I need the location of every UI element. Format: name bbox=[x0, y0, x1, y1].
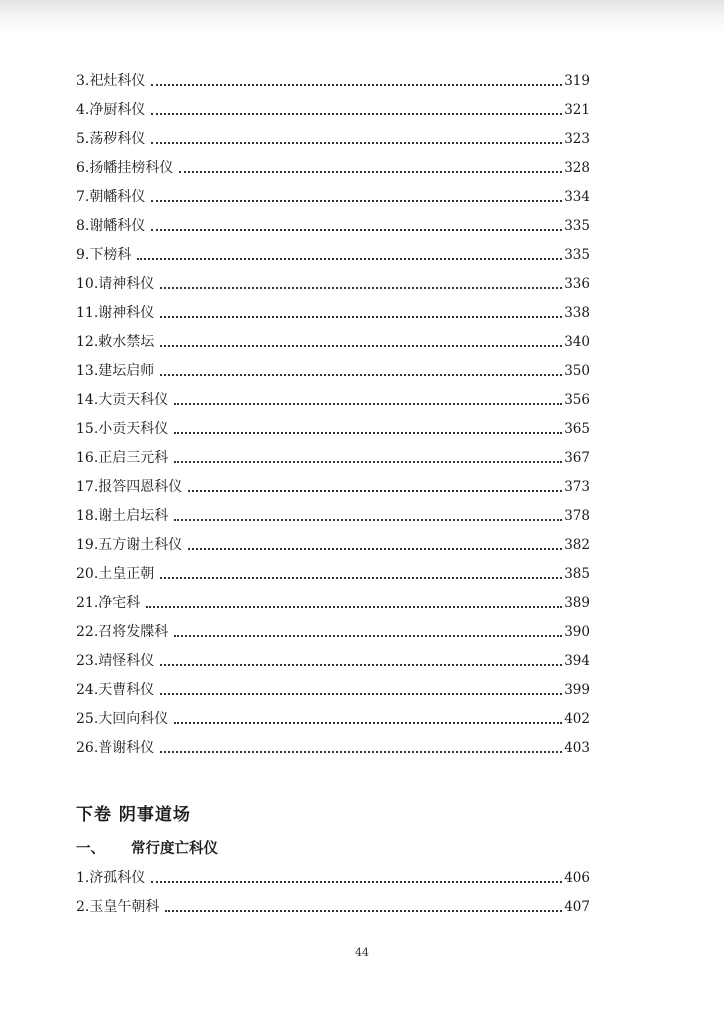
toc-entry-title: 五方谢土科仪 bbox=[98, 537, 183, 553]
dot-leader bbox=[174, 461, 562, 463]
toc-entry-page: 367 bbox=[564, 450, 590, 466]
toc-entry bbox=[76, 708, 590, 730]
toc-entry-title: 下榜科 bbox=[89, 247, 132, 263]
dot-leader bbox=[174, 403, 562, 405]
toc-entry-number: 24. bbox=[76, 682, 99, 698]
toc-entry-page: 402 bbox=[564, 711, 590, 727]
toc-entry-number: 26. bbox=[76, 740, 99, 756]
dot-leader bbox=[160, 287, 562, 289]
toc-entry bbox=[76, 70, 590, 92]
subsection-title bbox=[76, 837, 218, 858]
toc-entry-page: 338 bbox=[564, 305, 590, 321]
toc-entry-number: 3. bbox=[76, 73, 90, 89]
toc-entry-number: 9. bbox=[76, 247, 90, 263]
dot-leader bbox=[165, 910, 562, 912]
toc-entry-page: 407 bbox=[564, 899, 590, 915]
toc-entry-title: 天曹科仪 bbox=[98, 682, 155, 698]
toc-entry bbox=[76, 650, 590, 672]
toc-entry bbox=[76, 389, 590, 411]
dot-leader bbox=[174, 519, 562, 521]
dot-leader bbox=[151, 84, 562, 86]
toc-entry-title: 大回向科仪 bbox=[98, 711, 169, 727]
toc-entry bbox=[76, 418, 590, 440]
toc-entry-page: 319 bbox=[564, 73, 590, 89]
toc-entry bbox=[76, 128, 590, 150]
toc-entry bbox=[76, 592, 590, 614]
dot-leader bbox=[160, 664, 562, 666]
toc-entry-title: 扬幡挂榜科仪 bbox=[89, 160, 174, 176]
dot-leader bbox=[160, 693, 562, 695]
toc-entry-number: 11. bbox=[76, 305, 99, 321]
toc-entry bbox=[76, 99, 590, 121]
toc-entry-title: 报答四恩科仪 bbox=[98, 479, 183, 495]
toc-entry-page: 394 bbox=[564, 653, 590, 669]
toc-entry-page: 340 bbox=[564, 334, 590, 350]
toc-entry-title: 玉皇午朝科 bbox=[89, 899, 160, 915]
toc-entry-title: 请神科仪 bbox=[98, 276, 155, 292]
toc-entry bbox=[76, 563, 590, 585]
toc-entry bbox=[76, 157, 590, 179]
toc-entry-title: 谢幡科仪 bbox=[89, 218, 146, 234]
subsection-number: 一、 bbox=[76, 841, 105, 857]
toc-entry-page: 328 bbox=[564, 160, 590, 176]
toc-entry-number: 4. bbox=[76, 102, 90, 118]
toc-entry-page: 356 bbox=[564, 392, 590, 408]
toc-entry-page: 323 bbox=[564, 131, 590, 147]
toc-entry-title: 朝幡科仪 bbox=[89, 189, 146, 205]
toc-entry-page: 389 bbox=[564, 595, 590, 611]
toc-entry-page: 390 bbox=[564, 624, 590, 640]
toc-entry bbox=[76, 737, 590, 759]
toc-entry-page: 406 bbox=[564, 870, 590, 886]
toc-entry-title: 敕水禁坛 bbox=[98, 334, 155, 350]
toc-entry-page: 336 bbox=[564, 276, 590, 292]
toc-entry bbox=[76, 896, 590, 918]
toc-entry-title: 荡秽科仪 bbox=[89, 131, 146, 147]
dot-leader bbox=[151, 113, 562, 115]
toc-entry-number: 2. bbox=[76, 899, 90, 915]
toc-entry-page: 373 bbox=[564, 479, 590, 495]
toc-entry-number: 23. bbox=[76, 653, 99, 669]
toc-entry bbox=[76, 476, 590, 498]
toc-entry-title: 谢神科仪 bbox=[98, 305, 155, 321]
toc-entry-number: 21. bbox=[76, 595, 99, 611]
toc-entry bbox=[76, 331, 590, 353]
dot-leader bbox=[160, 374, 562, 376]
dot-leader bbox=[146, 606, 562, 608]
toc-entry bbox=[76, 679, 590, 701]
toc-entry-title: 济孤科仪 bbox=[89, 870, 146, 886]
toc-entry-title: 建坛启师 bbox=[98, 363, 155, 379]
toc-entry-number: 15. bbox=[76, 421, 99, 437]
toc-entry-number: 7. bbox=[76, 189, 90, 205]
toc-entry-title: 召将发牒科 bbox=[98, 624, 169, 640]
toc-entry-number: 22. bbox=[76, 624, 99, 640]
page-number: 44 bbox=[355, 946, 369, 959]
toc-entry bbox=[76, 534, 590, 556]
dot-leader bbox=[151, 881, 562, 883]
toc-entry bbox=[76, 244, 590, 266]
toc-entry-number: 20. bbox=[76, 566, 99, 582]
dot-leader bbox=[160, 316, 562, 318]
dot-leader bbox=[174, 722, 562, 724]
toc-entry-number: 6. bbox=[76, 160, 90, 176]
toc-entry-number: 8. bbox=[76, 218, 90, 234]
toc-entry bbox=[76, 867, 590, 889]
subsection-label: 常行度亡科仪 bbox=[131, 841, 218, 857]
toc-entry-page: 378 bbox=[564, 508, 590, 524]
toc-entry-page: 385 bbox=[564, 566, 590, 582]
dot-leader bbox=[160, 751, 562, 753]
toc-entry bbox=[76, 302, 590, 324]
toc-entry-title: 祀灶科仪 bbox=[89, 73, 146, 89]
toc-entry-number: 14. bbox=[76, 392, 99, 408]
scan-shadow bbox=[0, 0, 724, 34]
toc-entry bbox=[76, 360, 590, 382]
toc-entry-number: 25. bbox=[76, 711, 99, 727]
toc-entry-page: 382 bbox=[564, 537, 590, 553]
toc-entry-page: 350 bbox=[564, 363, 590, 379]
toc-entry-number: 12. bbox=[76, 334, 99, 350]
toc-entry bbox=[76, 215, 590, 237]
toc-entry bbox=[76, 621, 590, 643]
toc-entry-title: 净厨科仪 bbox=[89, 102, 146, 118]
dot-leader bbox=[188, 548, 562, 550]
toc-entry-page: 403 bbox=[564, 740, 590, 756]
dot-leader bbox=[137, 258, 562, 260]
toc-entry-page: 321 bbox=[564, 102, 590, 118]
dot-leader bbox=[174, 635, 562, 637]
toc-entry-number: 19. bbox=[76, 537, 99, 553]
toc-entry-title: 大贡天科仪 bbox=[98, 392, 169, 408]
dot-leader bbox=[179, 171, 562, 173]
dot-leader bbox=[151, 200, 562, 202]
toc-entry-number: 16. bbox=[76, 450, 99, 466]
toc-entry-page: 334 bbox=[564, 189, 590, 205]
toc-entry-title: 谢土启坛科 bbox=[98, 508, 169, 524]
section-title: 下卷 阴事道场 bbox=[76, 805, 191, 825]
toc-entry-page: 365 bbox=[564, 421, 590, 437]
toc-entry-title: 土皇正朝 bbox=[98, 566, 155, 582]
dot-leader bbox=[151, 229, 562, 231]
toc-entry bbox=[76, 505, 590, 527]
toc-entry bbox=[76, 186, 590, 208]
toc-entry-page: 335 bbox=[564, 218, 590, 234]
toc-entry-number: 18. bbox=[76, 508, 99, 524]
dot-leader bbox=[188, 490, 562, 492]
toc-entry-number: 10. bbox=[76, 276, 99, 292]
toc-entry-page: 399 bbox=[564, 682, 590, 698]
dot-leader bbox=[160, 577, 562, 579]
toc-entry-title: 净宅科 bbox=[98, 595, 141, 611]
dot-leader bbox=[160, 345, 562, 347]
toc-entry-number: 1. bbox=[76, 870, 90, 886]
toc-entry-number: 5. bbox=[76, 131, 90, 147]
toc-entry-title: 小贡天科仪 bbox=[98, 421, 169, 437]
toc-entry-title: 靖怪科仪 bbox=[98, 653, 155, 669]
toc-entry-page: 335 bbox=[564, 247, 590, 263]
toc-entry-title: 正启三元科 bbox=[98, 450, 169, 466]
toc-entry-number: 17. bbox=[76, 479, 99, 495]
toc-entry-title: 普谢科仪 bbox=[98, 740, 155, 756]
dot-leader bbox=[174, 432, 562, 434]
toc-entry-number: 13. bbox=[76, 363, 99, 379]
toc-entry bbox=[76, 447, 590, 469]
dot-leader bbox=[151, 142, 562, 144]
toc-entry bbox=[76, 273, 590, 295]
